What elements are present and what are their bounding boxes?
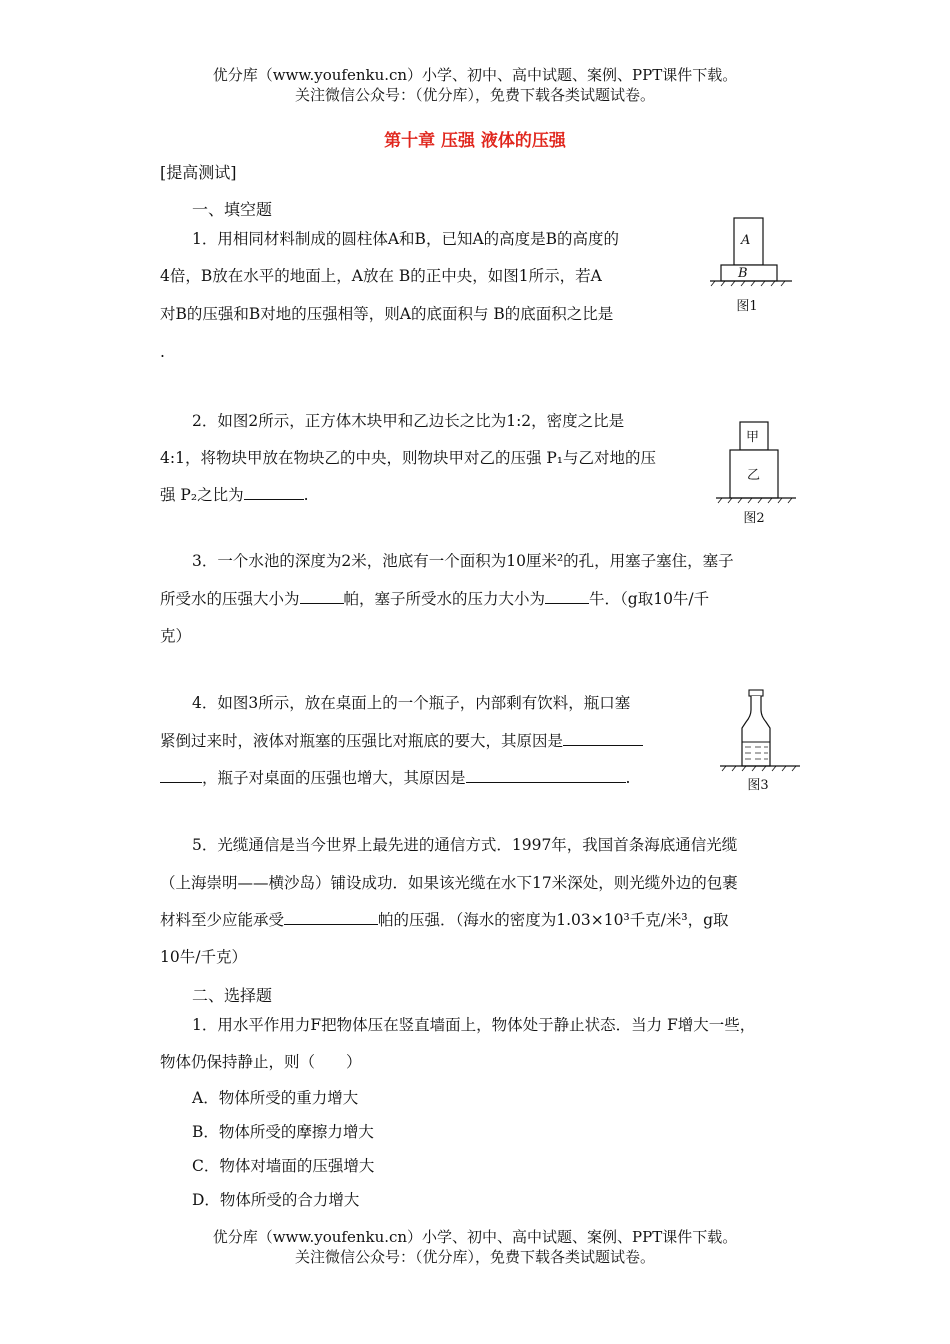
q4-line-2 xyxy=(160,723,643,761)
header-line-1: 优分库（www.youfenku.cn）小学、初中、高中试题、案例、PPT课件下载。 xyxy=(212,66,738,84)
q2-line-1: 2．如图2所示，正方体木块甲和乙边长之比为1:2，密度之比是 xyxy=(192,412,625,430)
q3-line-2c: 牛．（g取10牛/千 xyxy=(589,590,710,608)
figure-3-bottle-diagram xyxy=(718,686,802,772)
figure-1-diagram xyxy=(710,212,800,292)
q1-line-2: 4倍，B放在水平的地面上，A放在 B的正中央，如图1所示，若A xyxy=(160,267,602,285)
figure-2-caption: 图2 xyxy=(743,511,765,526)
q2-answer-blank[interactable] xyxy=(244,481,304,500)
figure-1-caption: 图1 xyxy=(736,299,758,314)
q4-line-1: 4．如图3所示，放在桌面上的一个瓶子，内部剩有饮料，瓶口塞 xyxy=(192,694,631,712)
q2-line-3 xyxy=(160,477,309,515)
figure-3-caption: 图3 xyxy=(747,778,769,793)
mc-q1-option-b[interactable]: B．物体所受的摩擦力增大 xyxy=(192,1123,374,1141)
q2-line-3-text: 强 P₂之比为 xyxy=(160,486,244,504)
q4-line-3 xyxy=(160,760,630,798)
figure-1-label-a: A xyxy=(741,233,751,248)
q2-line-3-end: . xyxy=(303,486,309,504)
q3-line-2b: 帕，塞子所受水的压力大小为 xyxy=(343,590,546,608)
header-line-2: 关注微信公众号：（优分库），免费下载各类试题试卷。 xyxy=(294,86,655,104)
multiple-choice-heading: 二、选择题 xyxy=(192,986,273,1005)
q4-line-2-text: 紧倒过来时，液体对瓶塞的压强比对瓶底的要大，其原因是 xyxy=(160,732,564,750)
fill-in-heading: 一、填空题 xyxy=(192,200,273,219)
q1-line-4: . xyxy=(160,343,165,361)
q4-line-3b: . xyxy=(625,769,631,787)
mc-q1-option-c[interactable]: C．物体对墙面的压强增大 xyxy=(192,1157,375,1175)
q3-line-2a: 所受水的压强大小为 xyxy=(160,590,300,608)
q5-line-3a: 材料至少应能承受 xyxy=(160,911,285,929)
footer-line-1: 优分库（www.youfenku.cn）小学、初中、高中试题、案例、PPT课件下载。 xyxy=(212,1228,738,1246)
mc-q1-line-2: 物体仍保持静止，则（ ） xyxy=(160,1053,362,1071)
q3-line-3: 克） xyxy=(160,627,192,645)
q4-reason1-blank-b[interactable] xyxy=(160,764,202,783)
q4-reason2-blank[interactable] xyxy=(466,764,626,783)
q5-line-3b: 帕的压强．（海水的密度为1.03×10³千克/米³，g取 xyxy=(378,911,729,929)
q2-line-2: 4:1，将物块甲放在物块乙的中央，则物块甲对乙的压强 P₁与乙对地的压 xyxy=(160,449,657,467)
q4-reason1-blank-a[interactable] xyxy=(563,727,643,746)
figure-2-label-jia: 甲 xyxy=(746,430,760,445)
mc-q1-option-d[interactable]: D．物体所受的合力增大 xyxy=(192,1191,360,1209)
q3-line-2 xyxy=(160,581,709,619)
figure-2-label-yi: 乙 xyxy=(747,468,761,483)
figure-1-label-b: B xyxy=(738,266,748,281)
page-title: 第十章 压强 液体的压强 xyxy=(384,131,566,151)
q1-line-3: 对B的压强和B对地的压强相等，则A的底面积与 B的底面积之比是 xyxy=(160,305,614,323)
q3-line-1: 3．一个水池的深度为2米，池底有一个面积为10厘米²的孔，用塞子塞住，塞子 xyxy=(192,552,734,570)
q5-line-1: 5．光缆通信是当今世界上最先进的通信方式．1997年，我国首条海底通信光缆 xyxy=(192,836,738,854)
q3-pressure-blank[interactable] xyxy=(300,585,344,604)
q4-line-3a: ，瓶子对桌面的压强也增大，其原因是 xyxy=(202,769,466,787)
footer-line-2: 关注微信公众号：（优分库），免费下载各类试题试卷。 xyxy=(294,1248,655,1266)
q5-line-2: （上海崇明——横沙岛）铺设成功．如果该光缆在水下17米深处，则光缆外边的包裹 xyxy=(160,874,738,892)
q5-line-3 xyxy=(160,902,729,940)
q5-pressure-blank[interactable] xyxy=(284,906,378,925)
mc-q1-option-a[interactable]: A．物体所受的重力增大 xyxy=(192,1089,359,1107)
mc-q1-line-1: 1．用水平作用力F把物体压在竖直墙面上，物体处于静止状态．当力 F增大一些， xyxy=(192,1016,756,1034)
q3-force-blank[interactable] xyxy=(545,585,589,604)
q1-line-1: 1．用相同材料制成的圆柱体A和B，已知A的高度是B的高度的 xyxy=(192,230,620,248)
q5-line-4: 10牛/千克） xyxy=(160,948,247,966)
section-label: [提高测试] xyxy=(160,163,237,182)
